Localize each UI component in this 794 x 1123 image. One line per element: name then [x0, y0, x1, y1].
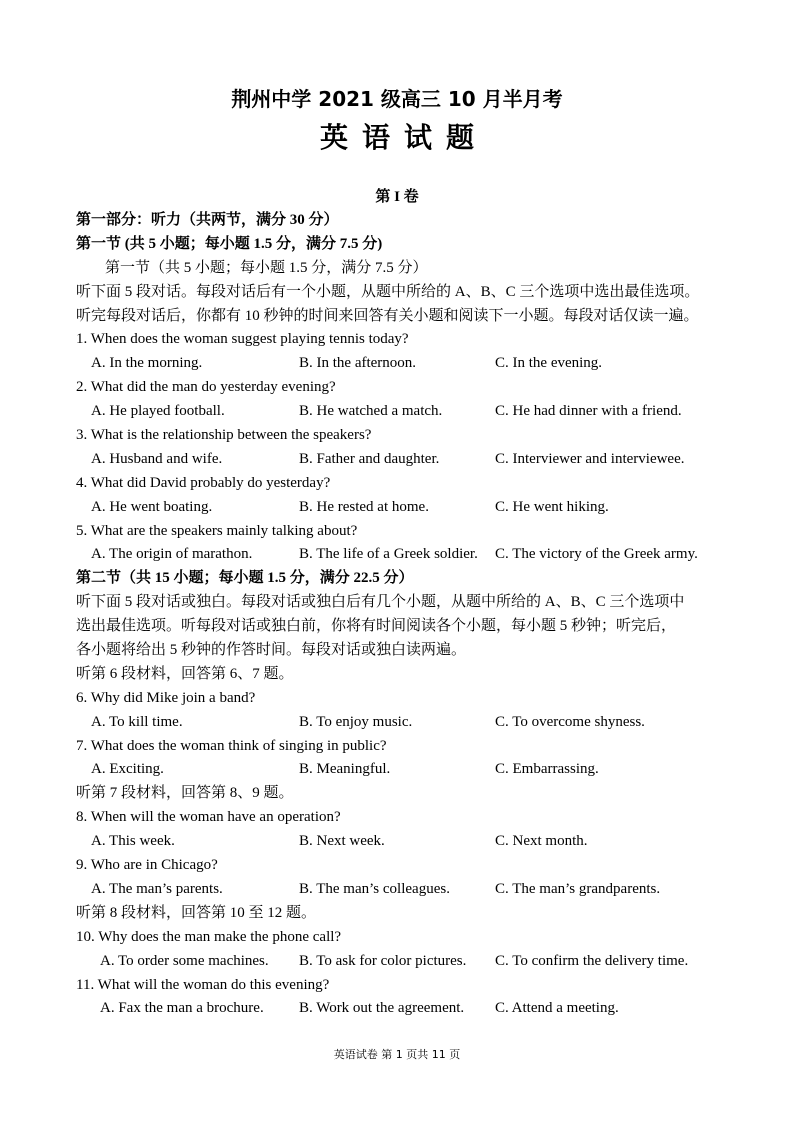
- option-b: B. Next week.: [299, 833, 385, 850]
- option-c: C. In the evening.: [495, 355, 603, 372]
- question: 10. Why does the man make the phone call?: [76, 928, 342, 945]
- question: 7. What does the woman think of singing in public?: [76, 737, 387, 754]
- section-1-title: 第一节 (共 5 小题；每小题 1.5 分，满分 7.5 分): [76, 235, 383, 252]
- question-options: [76, 543, 726, 567]
- question-options: [76, 400, 726, 424]
- option-a: A. Fax the man a brochure.: [100, 1000, 264, 1017]
- option-b: B. He watched a match.: [299, 403, 443, 420]
- subject-title: 英语试题: [319, 121, 488, 154]
- question-options: [76, 352, 726, 376]
- option-b: B. Meaningful.: [299, 761, 391, 778]
- option-b: B. The man’s colleagues.: [299, 880, 450, 897]
- section-1-instruction: 听完每段对话后，你都有 10 秒钟的时间来回答有关小题和阅读下一小题。每段对话仅读一遍。: [76, 307, 699, 324]
- part-title: 第一部分：听力（共两节，满分 30 分）: [76, 212, 339, 228]
- option-a: A. Exciting.: [91, 761, 164, 778]
- question-options: [76, 758, 726, 782]
- option-c: C. To confirm the delivery time.: [495, 952, 689, 969]
- question: 3. What is the relationship between the speakers?: [76, 427, 372, 444]
- section-2-instruction: 各小题将给出 5 秒钟的作答时间。每段对话或独白读两遍。: [76, 642, 467, 659]
- option-b: B. To ask for color pictures.: [299, 952, 467, 969]
- option-a: A. To order some machines.: [100, 952, 269, 969]
- exam-header: 荆州中学 2021 级高三 10 月半月考: [231, 87, 563, 111]
- question-options: [76, 448, 726, 472]
- volume-label: 第 I 卷: [375, 189, 419, 205]
- option-b: B. To enjoy music.: [299, 713, 413, 730]
- option-a: A. In the morning.: [91, 355, 203, 372]
- material-note: 听第 8 段材料，回答第 10 至 12 题。: [76, 904, 317, 921]
- question-options: [76, 711, 726, 735]
- question: 4. What did David probably do yesterday?: [76, 474, 331, 491]
- option-c: C. Next month.: [495, 833, 588, 850]
- option-a: A. He went boating.: [91, 498, 213, 515]
- option-b: B. He rested at home.: [299, 498, 429, 515]
- option-a: A. This week.: [91, 833, 175, 850]
- question: 1. When does the woman suggest playing tennis today?: [76, 331, 409, 348]
- question-options: [76, 878, 726, 902]
- option-c: C. He went hiking.: [495, 498, 609, 515]
- option-c: C. The man’s grandparents.: [495, 880, 661, 897]
- material-note: 听第 6 段材料，回答第 6、7 题。: [76, 665, 294, 682]
- option-b: B. Work out the agreement.: [299, 1000, 465, 1017]
- question-options: [76, 950, 726, 974]
- option-b: B. The life of a Greek soldier.: [299, 546, 478, 563]
- option-a: A. The origin of marathon.: [91, 546, 253, 563]
- option-c: C. To overcome shyness.: [495, 713, 645, 730]
- option-a: A. To kill time.: [91, 713, 183, 730]
- section-1-subtitle: 第一节（共 5 小题；每小题 1.5 分，满分 7.5 分）: [105, 259, 428, 276]
- page-footer: 英语试卷 第 1 页共 11 页: [333, 1048, 461, 1061]
- option-a: A. Husband and wife.: [91, 450, 223, 467]
- option-c: C. Embarrassing.: [495, 761, 599, 778]
- material-note: 听第 7 段材料，回答第 8、9 题。: [76, 785, 294, 802]
- exam-content: [76, 209, 726, 1021]
- option-b: B. Father and daughter.: [299, 450, 440, 467]
- section-2-instruction: 听下面 5 段对话或独白。每段对话或独白后有几个小题，从题中所给的 A、B、C 三个选项中: [76, 594, 685, 611]
- question: 8. When will the woman have an operation?: [76, 809, 341, 826]
- option-a: A. The man’s parents.: [91, 880, 223, 897]
- question-options: [76, 496, 726, 520]
- option-c: C. The victory of the Greek army.: [495, 546, 698, 563]
- option-c: C. Interviewer and interviewee.: [495, 450, 685, 467]
- option-a: A. He played football.: [91, 403, 225, 420]
- option-c: C. He had dinner with a friend.: [495, 403, 682, 420]
- question-options: [76, 830, 726, 854]
- option-b: B. In the afternoon.: [299, 355, 417, 372]
- section-1-instruction: 听下面 5 段对话。每段对话后有一个小题，从题中所给的 A、B、C 三个选项中选出最佳选项。: [76, 283, 700, 300]
- section-2-title: 第二节（共 15 小题；每小题 1.5 分，满分 22.5 分）: [76, 570, 414, 587]
- question: 6. Why did Mike join a band?: [76, 689, 256, 706]
- option-c: C. Attend a meeting.: [495, 1000, 619, 1017]
- question: 11. What will the woman do this evening?: [76, 976, 330, 993]
- question-options: [76, 997, 726, 1021]
- question: 9. Who are in Chicago?: [76, 857, 218, 874]
- question: 2. What did the man do yesterday evening?: [76, 379, 336, 396]
- section-2-instruction: 选出最佳选项。听每段对话或独白前，你将有时间阅读各个小题，每小题 5 秒钟；听完后，: [76, 618, 677, 635]
- question: 5. What are the speakers mainly talking about?: [76, 522, 358, 539]
